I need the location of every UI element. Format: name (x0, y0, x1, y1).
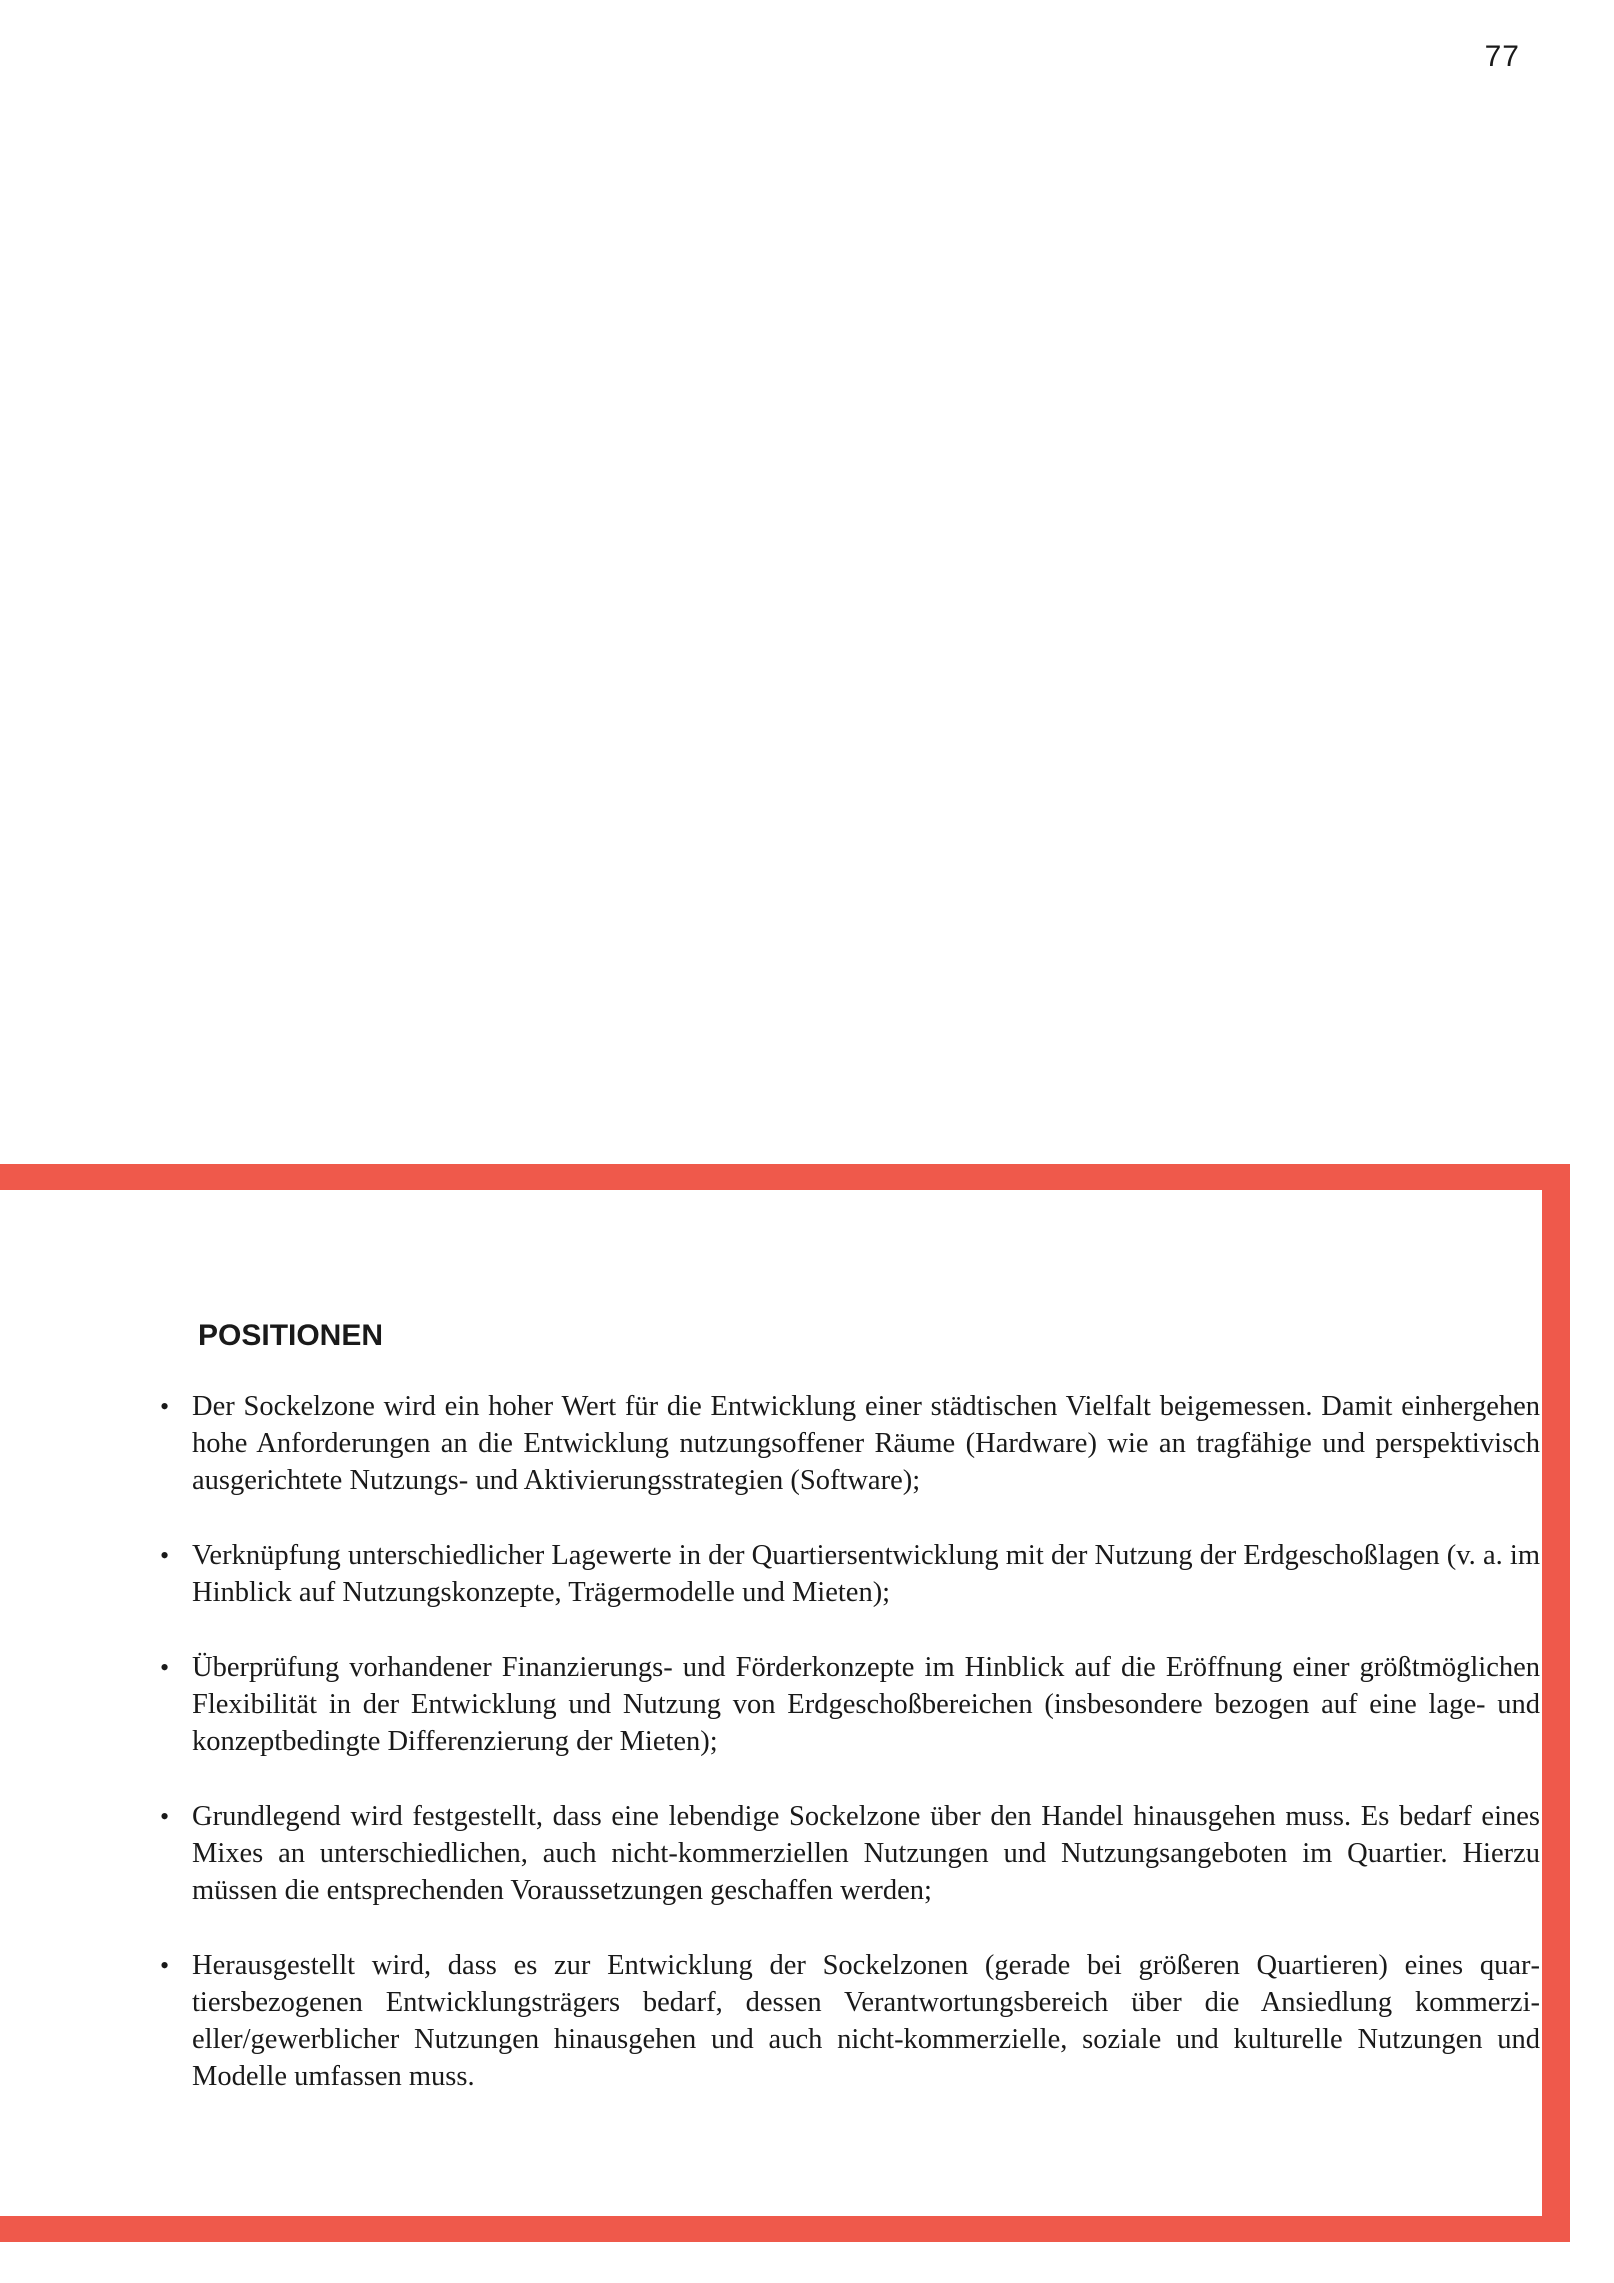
section-heading: POSITIONEN (198, 1319, 384, 1352)
bullet-icon: • (160, 1653, 170, 1682)
list-item (160, 1388, 1540, 1499)
list-item-text: Verknüpfung unterschiedlicher Lagewerte in der Quartiersentwicklung mit der Nutzung der Erdgeschoßlagen (v. a. im Hinblick auf Nutzungskonzepte, Trägermodelle und Mieten); (192, 1540, 1540, 1608)
positions-list (160, 1388, 1540, 2133)
page-number: 77 (1484, 40, 1520, 73)
list-item (160, 1649, 1540, 1760)
list-item (160, 1537, 1540, 1611)
list-item (160, 1798, 1540, 1909)
list-item-text: Grundlegend wird festgestellt, dass eine lebendige Sockelzone über den Handel hinausgehen muss. Es bedarf eines Mixes an unterschiedlichen, auch nicht-kommerziellen Nutzungen und Nutzungsangeboten im Quartier. Hierzu müssen die entsprechenden Voraussetzungen geschaffen werden; (192, 1801, 1540, 1906)
list-item-text: Überprüfung vorhandener Finanzierungs- und Förderkonzepte im Hinblick auf die Eröffnung einer größtmöglichen Flexibilität in der Entwicklung und Nutzung von Erdgeschoßbereichen (insbesondere bezogen auf eine lage- und konzeptbedingte Differenzierung der Mieten); (192, 1652, 1540, 1757)
list-item-text: Herausgestellt wird, dass es zur Entwicklung der Sockelzonen (gerade bei größeren Quartieren) eines quartiersbezogenen Entwicklungsträgers bedarf, dessen Verantwortungsbereich über die Ansiedlung kommerzieller/gewerblicher Nutzungen hinausgehen und auch nicht-kommerzielle, soziale und kulturelle Nutzungen und Modelle umfassen muss. (192, 1950, 1540, 2092)
bullet-icon: • (160, 1802, 170, 1831)
list-item-text: Der Sockelzone wird ein hoher Wert für die Entwicklung einer städtischen Vielfalt beigemessen. Damit einhergehen hohe Anforderungen an die Entwicklung nutzungsoffener Räume (Hardware) wie an tragfähige und perspektivisch ausgerichtete Nutzungs- und Aktivierungsstrategien (Software); (192, 1391, 1540, 1496)
bullet-icon: • (160, 1392, 170, 1421)
bullet-icon: • (160, 1951, 170, 1980)
list-item (160, 1947, 1540, 2095)
bullet-icon: • (160, 1541, 170, 1570)
